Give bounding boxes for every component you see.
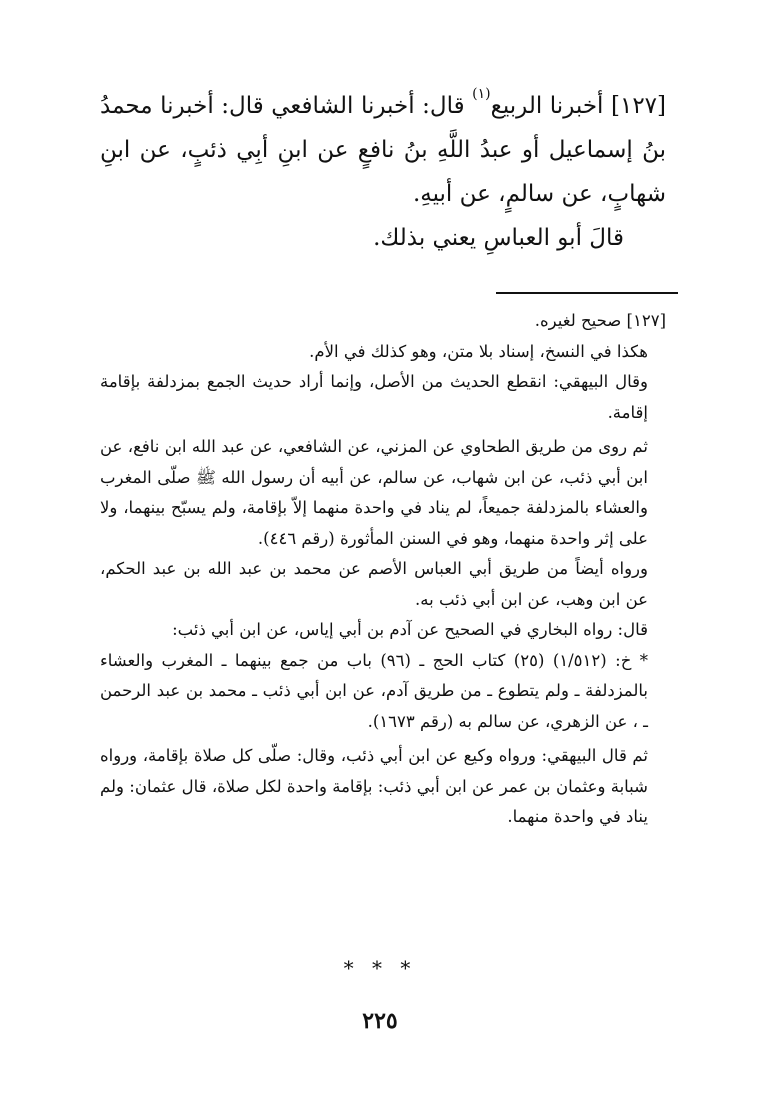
section-separator: * * * — [343, 956, 417, 980]
footnote-paragraph: * خ: (١/٥١٢) (٢٥) كتاب الحج ـ (٩٦) باب من جمع بينهما ـ المغرب والعشاء بالمزدلفة ـ ولم يتطوع ـ من طريق آدم، عن ابن أبي ذئب ـ محمد بن عبد الرحمن ـ ، عن الزهري، عن سالم به (رقم ١٦٧٣). — [100, 650, 649, 731]
footnote-paragraph: ورواه أيضاً من طريق أبي العباس الأصم عن محمد بن عبد الله بن عبد الحكم، عن ابن وهب، عن ابن أبي ذئب به. — [100, 559, 648, 609]
hadith-paragraph — [100, 84, 666, 216]
footnote-paragraph: هكذا في النسخ، إسناد بلا متن، وهو كذلك في الأم. — [309, 341, 648, 361]
hadith-text — [100, 84, 666, 260]
page-number: ٢٢٥ — [362, 1008, 398, 1034]
hadith-comment: قالَ أبو العباسِ يعني بذلك. — [373, 225, 624, 251]
footnotes — [100, 306, 666, 833]
footnote-header — [100, 306, 666, 337]
hadith-chain-rest: قال: أخبرنا الشافعي قال: أخبرنا محمدُ بنُ إسماعيل أو عبدُ اللَّهِ بنُ نافعٍ عن ابنِ أبِي ذئبٍ، عن ابنِ شهابٍ، عن سالمٍ، عن أبيهِ. — [100, 93, 666, 207]
footnote-grade: صحيح لغيره. — [534, 311, 622, 330]
footnote-marker: (١) — [472, 86, 491, 102]
footnote-paragraph: قال: رواه البخاري في الصحيح عن آدم بن أبي إياس، عن ابن أبي ذئب: — [172, 620, 648, 639]
hadith-number: [١٢٧] — [610, 93, 667, 119]
footnote-separator-rule — [496, 292, 678, 294]
hadith-chain-start: أخبرنا الربيع — [490, 93, 604, 119]
footnote-paragraph: ثم روى من طريق الطحاوي عن المزني، عن الشافعي، عن عبد الله ابن نافع، عن ابن أبي ذئب، عن ابن شهاب، عن سالم، عن أبيه أن رسول الله ﷺ صلّى المغرب والعشاء بالمزدلفة جميعاً، لم يناد في واحدة منهما إلاّ بإقامة، ولم يسبّح بينهما، ولا على إثر واحدة منهما، وهو في السنن المأثورة (رقم ٤٤٦). — [100, 437, 648, 548]
footnote-paragraph: ثم قال البيهقي: ورواه وكيع عن ابن أبي ذئب، وقال: صلّى كل صلاة بإقامة، ورواه شبابة وعثمان بن عمر عن ابن أبي ذئب: بإقامة واحدة لكل صلاة، قال عثمان: ولم يناد في واحدة منهما. — [100, 746, 648, 826]
footnote-paragraph: وقال البيهقي: انقطع الحديث من الأصل، وإنما أراد حديث الجمع بمزدلفة بإقامة إقامة. — [100, 372, 648, 422]
footnote-ref: [١٢٧] — [626, 311, 666, 330]
